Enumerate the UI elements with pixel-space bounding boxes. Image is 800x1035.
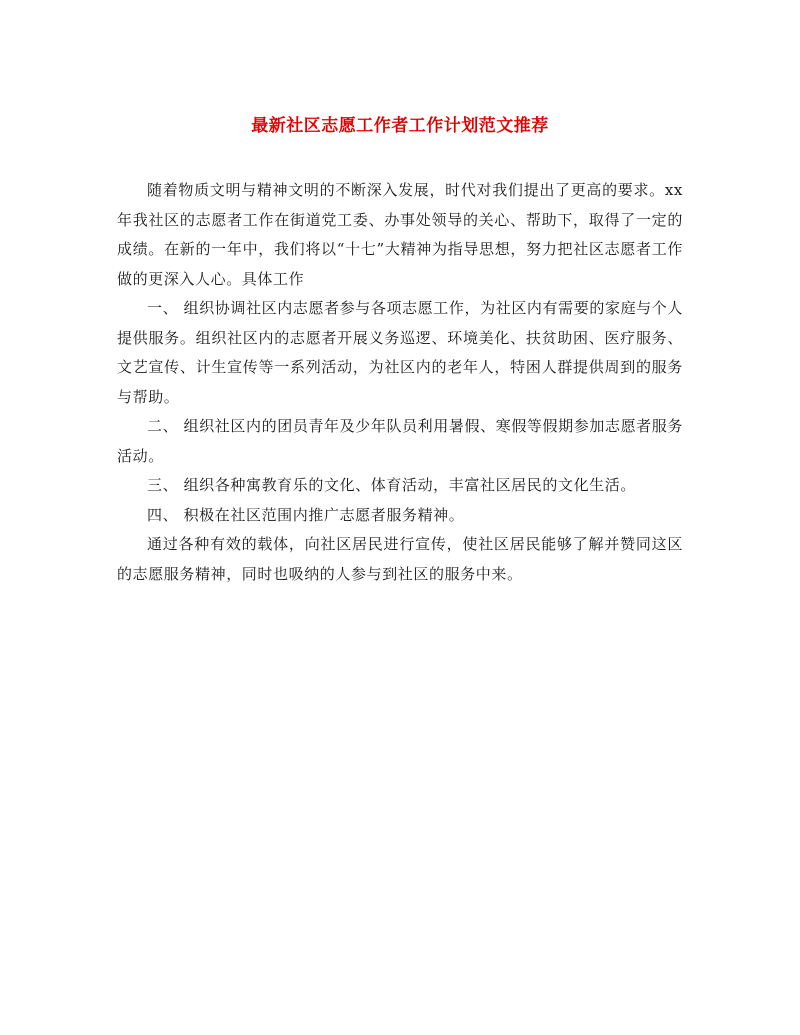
paragraph-item-3: 三、 组织各种寓教育乐的文化、体育活动，丰富社区居民的文化生活。 xyxy=(147,476,636,494)
paragraph-item-2: 二、 组织社区内的团员青年及少年队员利用暑假、寒假等假期参加志愿者服务活动。 xyxy=(117,417,683,465)
paragraph-intro: 随着物质文明与精神文明的不断深入发展，时代对我们提出了更高的要求。xx年我社区的志愿者工作在街道党工委、办事处领导的关心、帮助下，取得了一定的成绩。在新的一年中，我们将以“十七”大精神为指导思想，努力把社区志愿者工作做的更深入人心。具体工作 xyxy=(117,181,683,288)
paragraph-item-4: 四、 积极在社区范围内推广志愿者服务精神。 xyxy=(147,505,465,524)
paragraph-closing: 通过各种有效的载体，向社区居民进行宣传，使社区居民能够了解并赞同这区的志愿服务精神，同时也吸纳的人参与到社区的服务中来。 xyxy=(117,535,683,583)
document-title: 最新社区志愿工作者工作计划范文推荐 xyxy=(251,116,549,136)
document-body xyxy=(117,176,683,589)
paragraph-item-1: 一、 组织协调社区内志愿者参与各项志愿工作，为社区内有需要的家庭与个人提供服务。组织社区内的志愿者开展义务巡逻、环境美化、扶贫助困、医疗服务、文艺宣传、计生宣传等一系列活动，为社区内的老年人，特困人群提供周到的服务与帮助。 xyxy=(117,299,683,406)
